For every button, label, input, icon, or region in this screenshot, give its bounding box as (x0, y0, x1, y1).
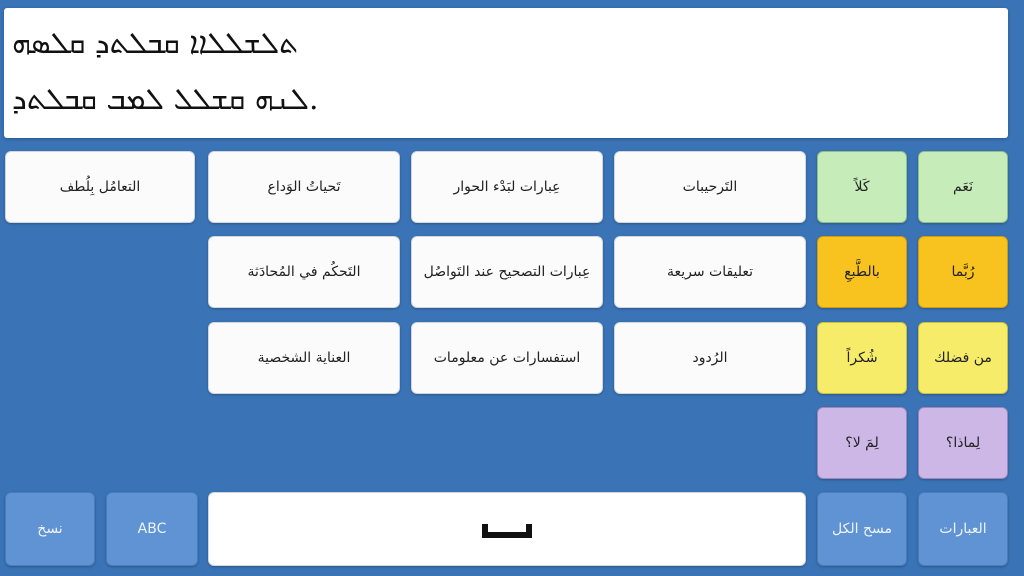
message-line-2: ܠܢܗ ܩܫܠܠ ܠܡܒ ܩܒܠܬܕ. (12, 82, 319, 117)
category-communication-repair-label: عِبارات التصحيح عند التَواصُل (423, 264, 591, 280)
category-conversation-control[interactable] (208, 236, 400, 308)
category-farewells-label: تَحياتُ الوَداع (267, 179, 341, 195)
why-not-button-label: لِمَ لا؟ (845, 435, 879, 451)
yes-button[interactable] (918, 151, 1008, 223)
category-personal-care-label: العناية الشخصية (257, 350, 351, 366)
category-communication-repair[interactable] (411, 236, 603, 308)
why-button-label: لِماذا؟ (945, 435, 981, 451)
clear-all-button[interactable] (817, 492, 907, 566)
space-bar[interactable] (208, 492, 806, 566)
please-button-label: من فضلك (934, 350, 992, 366)
category-conversation-control-label: التَحكُم في المُحادَثة (247, 264, 361, 280)
message-line-1: ܬܠܫܠܠܐܐ ܩܒܠܬܕ ܩܠܣܗ (12, 26, 299, 61)
clear-all-button-label: مسح الكل (832, 521, 892, 537)
phrases-button[interactable] (918, 492, 1008, 566)
category-responses-label: الرُدود (692, 350, 728, 366)
abc-keyboard-button[interactable] (106, 492, 198, 566)
category-quick-comments[interactable] (614, 236, 806, 308)
no-button[interactable] (817, 151, 907, 223)
thanks-button-label: شُكراً (846, 350, 878, 366)
category-conversation-starters-label: عِبارات لبَدْء الحوار (453, 179, 561, 195)
why-not-button[interactable] (817, 407, 907, 479)
maybe-button[interactable] (918, 236, 1008, 308)
no-button-label: كَلاً (854, 179, 870, 195)
category-info-inquiries-label: استفسارات عن معلومات (433, 350, 581, 366)
message-display[interactable] (4, 8, 1008, 138)
category-conversation-starters[interactable] (411, 151, 603, 223)
copy-button[interactable] (5, 492, 95, 566)
category-courtesy-label: التعامُل بِلُطف (59, 179, 141, 195)
category-quick-comments-label: تعليقات سريعة (666, 264, 754, 280)
of-course-button[interactable] (817, 236, 907, 308)
category-courtesy[interactable] (5, 151, 195, 223)
abc-keyboard-button-label: ABC (137, 521, 167, 537)
category-farewells[interactable] (208, 151, 400, 223)
yes-button-label: نَعَم (953, 179, 973, 195)
why-button[interactable] (918, 407, 1008, 479)
space-icon (482, 520, 532, 538)
category-greetings[interactable] (614, 151, 806, 223)
category-personal-care[interactable] (208, 322, 400, 394)
phrases-button-label: العبارات (939, 521, 987, 537)
category-info-inquiries[interactable] (411, 322, 603, 394)
please-button[interactable] (918, 322, 1008, 394)
category-responses[interactable] (614, 322, 806, 394)
of-course-button-label: بالطَّبعِ (844, 264, 880, 280)
thanks-button[interactable] (817, 322, 907, 394)
copy-button-label: نسخ (37, 521, 63, 537)
maybe-button-label: رُبَّما (951, 264, 975, 280)
category-greetings-label: التَرحيبات (682, 179, 738, 195)
